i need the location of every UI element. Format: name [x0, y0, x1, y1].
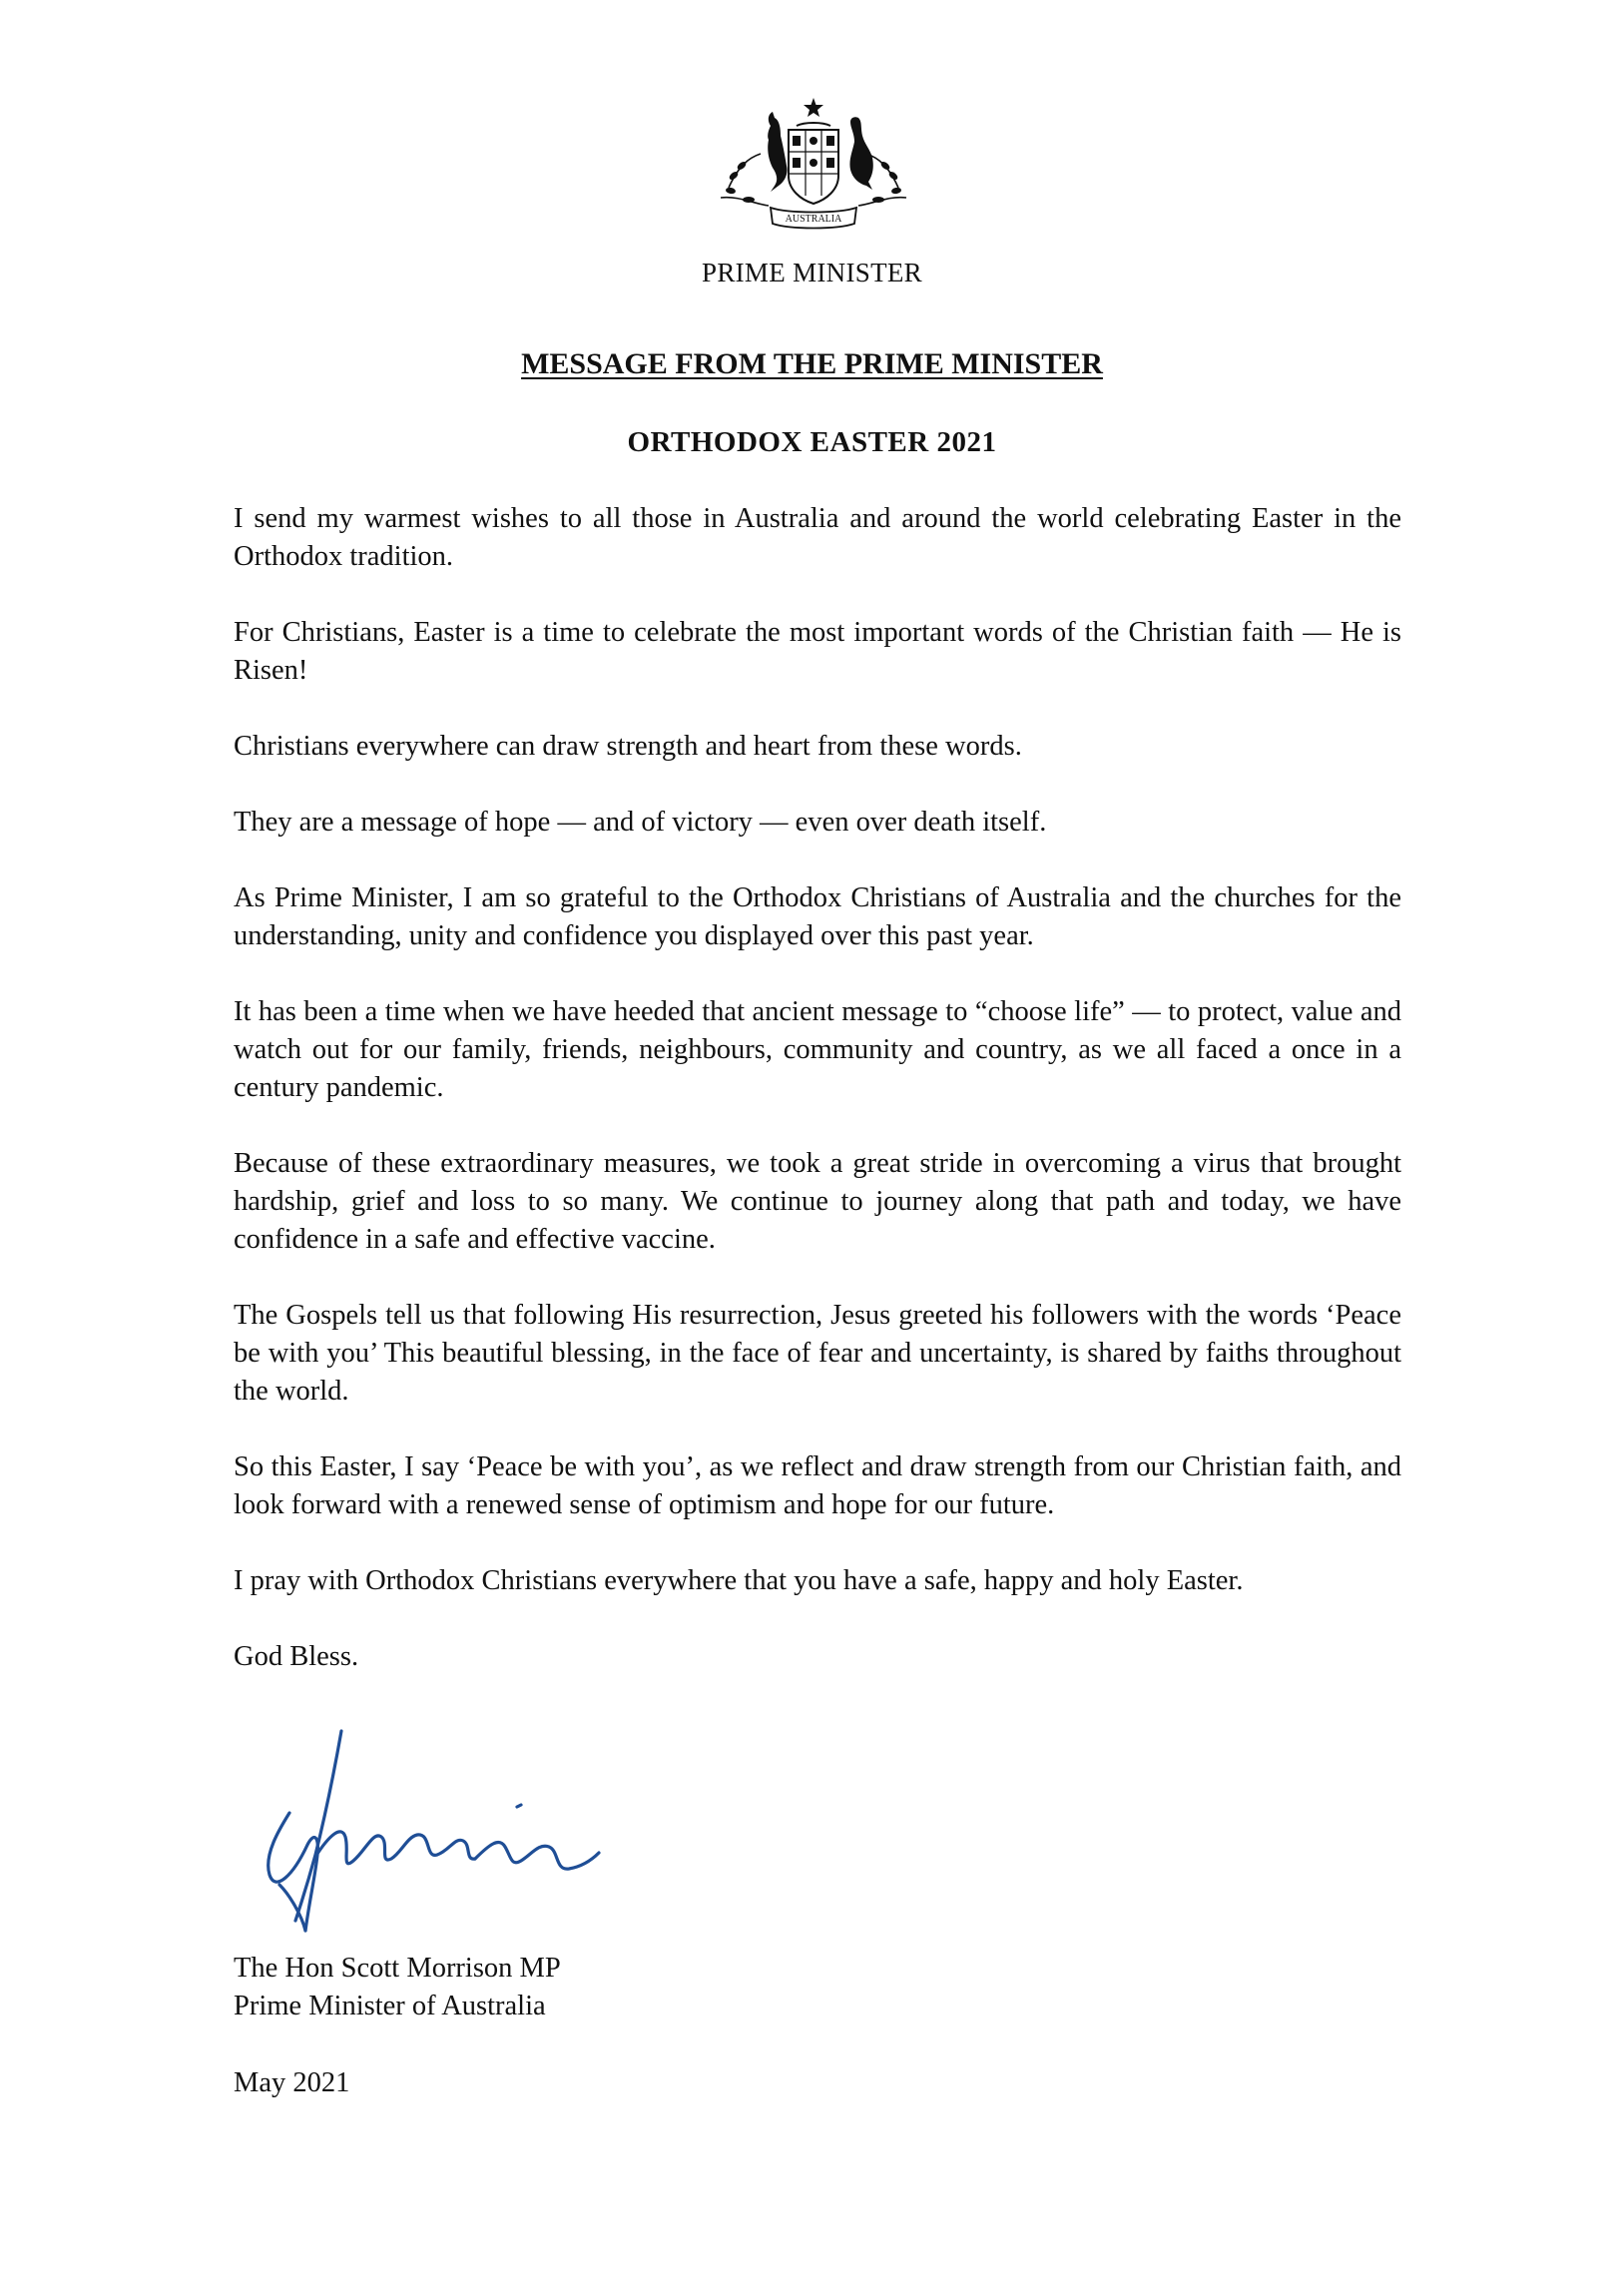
office-title: PRIME MINISTER	[702, 258, 922, 287]
paragraph: It has been a time when we have heeded that ancient message to “choose life” — to protect, value and watch out for our family, friends, neighbours, community and country, as we all faced a once in a century pandemic.	[234, 996, 1401, 1103]
paragraph: The Gospels tell us that following His resurrection, Jesus greeted his followers with the words ‘Peace be with you’ This beautiful blessing, in the face of fear and uncertainty, is shared by faiths throughout the world.	[234, 1300, 1401, 1407]
signatory-position: Prime Minister of Australia	[234, 1991, 546, 2021]
paragraph: Because of these extraordinary measures, we took a great stride in overcoming a virus that brought hardship, grief and loss to so many. We continue to journey along that path and today, we have confidence in a safe and effective vaccine.	[234, 1148, 1401, 1255]
letter-body	[234, 500, 1401, 1714]
signatory-name: The Hon Scott Morrison MP	[234, 1953, 561, 1984]
paragraph: They are a message of hope — and of victory — even over death itself.	[234, 807, 1047, 838]
paragraph: For Christians, Easter is a time to celebrate the most important words of the Christian faith — He is Risen!	[234, 617, 1401, 686]
letter-date: May 2021	[234, 2067, 350, 2098]
document-title: MESSAGE FROM THE PRIME MINISTER	[521, 347, 1103, 380]
paragraph: I pray with Orthodox Christians everywhere that you have a safe, happy and holy Easter.	[234, 1565, 1244, 1596]
crest-motto: AUSTRALIA	[785, 214, 842, 225]
closing-blessing: God Bless.	[234, 1641, 359, 1672]
document-subtitle: ORTHODOX EASTER 2021	[627, 426, 997, 458]
paragraph: Christians everywhere can draw strength and heart from these words.	[234, 731, 1022, 762]
australian-coat-of-arms-icon	[709, 96, 918, 236]
signoff-block	[234, 1950, 561, 2025]
paragraph: So this Easter, I say ‘Peace be with you’, as we reflect and draw strength from our Christian faith, and look forward with a renewed sense of optimism and hope for our future.	[234, 1451, 1401, 1520]
handwritten-signature-icon	[250, 1725, 609, 1945]
paragraph: I send my warmest wishes to all those in Australia and around the world celebrating Easter in the Orthodox tradition.	[234, 503, 1401, 572]
paragraph: As Prime Minister, I am so grateful to the Orthodox Christians of Australia and the churches for the understanding, unity and confidence you displayed over this past year.	[234, 882, 1401, 951]
